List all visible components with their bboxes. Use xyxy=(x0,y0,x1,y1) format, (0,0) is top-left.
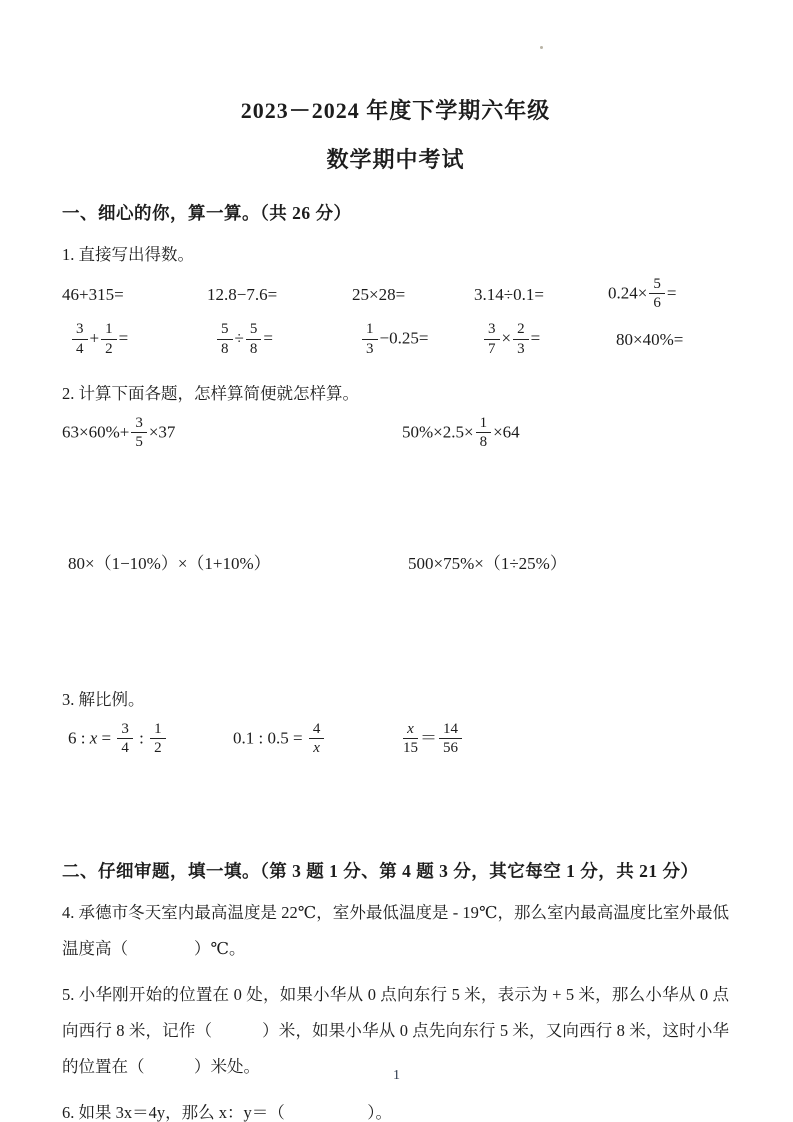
question-1-label: 1. 直接写出得数。 xyxy=(62,245,194,264)
question-4-text: 4. 承德市冬天室内最高温度是 22℃，室外最低温度是 - 19℃，那么室内最高温度比室外最低温度高（ ）℃。 xyxy=(62,902,729,958)
math-expression: 50%×2.5× $\frac{1}{8}$ ×64 xyxy=(402,414,520,450)
math-expression: 25×28= xyxy=(352,284,406,304)
q1-expression-row-2 xyxy=(62,320,729,359)
question-6-text: 6. 如果 3x＝4y，那么 x：y＝（ ）。 xyxy=(62,1102,392,1122)
math-expression: 0.24× $\frac{5}{6}$ = xyxy=(608,276,677,312)
question-3-label: 3. 解比例。 xyxy=(62,690,145,710)
exam-title-line2: 数学期中考试 xyxy=(326,147,465,172)
math-expression: 6 : x = $\frac{3}{4}$ : $\frac{1}{2}$ xyxy=(68,720,233,759)
page-number: 1 xyxy=(393,1068,400,1083)
q1-expression-row-1 xyxy=(62,275,729,314)
q2-expression-row-1 xyxy=(62,414,729,453)
math-expression: $\frac{1}{3}$ −0.25= xyxy=(360,320,482,359)
section-1-heading: 一、细心的你，算一算。（共 26 分） xyxy=(62,203,352,223)
question-5-text: 5. 小华刚开始的位置在 0 处，如果小华从 0 点向东行 5 米，表示为 + 5 米，那么小华从 0 点向西行 8 米，记作（ ）米，如果小华从 0 点先向东行 5 米，又向西行 8 米，这时小华的位置在（ ）米处。 xyxy=(62,984,729,1076)
math-expression: 80×40%= xyxy=(616,330,684,350)
work-space xyxy=(62,453,729,539)
math-expression: 80×（1−10%）×（1+10%） xyxy=(68,554,271,574)
math-expression: 12.8−7.6= xyxy=(207,284,278,304)
math-expression: $\frac{3}{4}$ + $\frac{1}{2}$ = xyxy=(70,320,215,359)
work-space xyxy=(62,760,729,832)
math-expression: $\frac{5}{8}$ ÷ $\frac{5}{8}$ = xyxy=(215,320,360,359)
exam-title-line1: 2023－2024 年度下学期六年级 xyxy=(240,98,551,123)
math-expression: 63×60%+ $\frac{3}{5}$ ×37 xyxy=(62,414,176,450)
math-expression: $\frac{x}{15}$ ＝ $\frac{14}{56}$ xyxy=(401,720,729,759)
work-space xyxy=(62,574,729,670)
section-2-heading: 二、仔细审题，填一填。（第 3 题 1 分、第 4 题 3 分，其它每空 1 分，共 21 分） xyxy=(62,860,699,881)
math-expression: 0.1 : 0.5 = $\frac{4}{x}$ xyxy=(233,720,401,759)
math-expression: 500×75%×（1÷25%） xyxy=(408,554,567,574)
math-expression: 46+315= xyxy=(62,284,124,304)
stray-mark xyxy=(540,46,543,49)
q2-expression-row-2 xyxy=(62,549,729,574)
math-expression: 3.14÷0.1= xyxy=(474,284,544,304)
math-expression: $\frac{3}{7}$ × $\frac{2}{3}$ = xyxy=(482,320,616,359)
q3-expression-row xyxy=(62,720,729,759)
question-2-label: 2. 计算下面各题，怎样算简便就怎样算。 xyxy=(62,383,359,403)
